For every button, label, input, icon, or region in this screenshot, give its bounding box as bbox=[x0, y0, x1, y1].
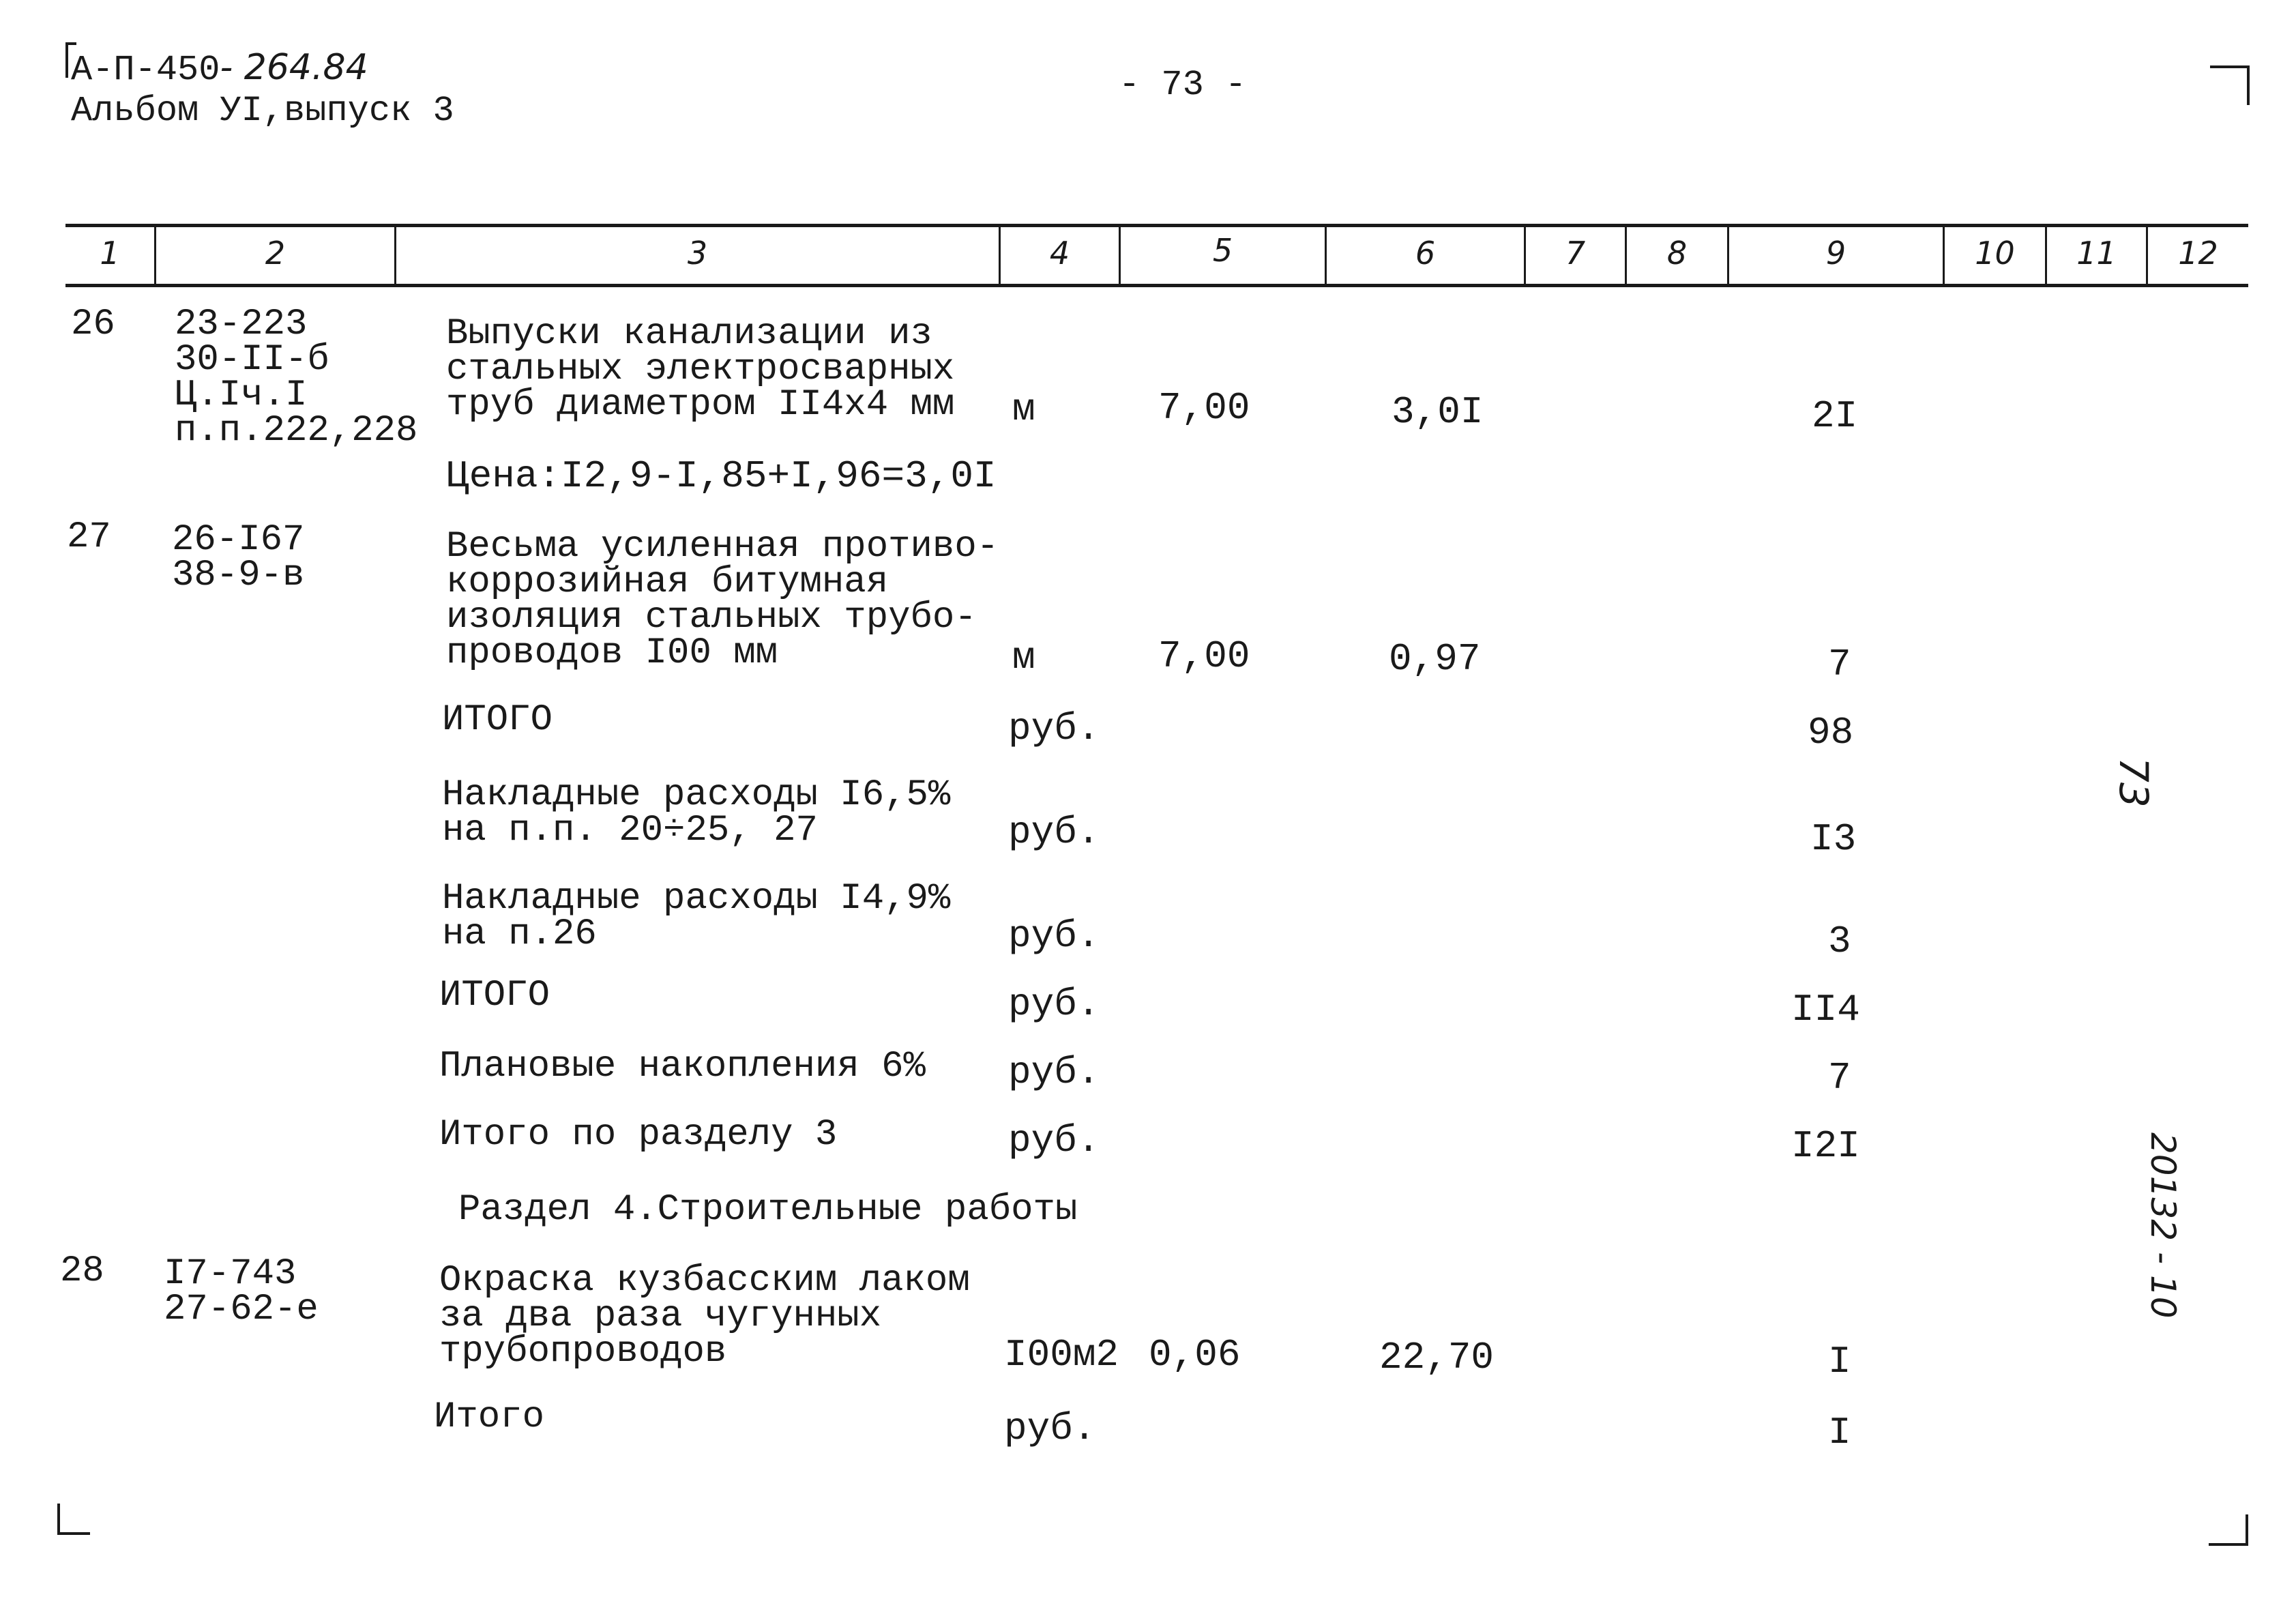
total-cost: I bbox=[1828, 1340, 1851, 1383]
unit: м bbox=[1012, 636, 1035, 679]
column-header: 9 bbox=[1825, 235, 1846, 272]
quantity: 7,00 bbox=[1158, 634, 1250, 678]
row-number: 26 bbox=[71, 304, 115, 345]
unit-price: 0,97 bbox=[1389, 637, 1481, 681]
bottom-right-corner-mark bbox=[2209, 1514, 2248, 1546]
work-description: Весьма усиленная противо- коррозийная битумная изоляция стальных трубо- проводов I00 мм bbox=[446, 526, 999, 674]
album-label: Альбом УI,выпуск 3 bbox=[71, 91, 454, 131]
column-header: 11 bbox=[2076, 235, 2117, 272]
planned-savings-value: 7 bbox=[1828, 1056, 1851, 1100]
total-cost: 2I bbox=[1812, 394, 1858, 438]
row-number: 28 bbox=[60, 1250, 104, 1292]
overhead-label: Накладные расходы I4,9% на п.26 bbox=[442, 878, 951, 955]
section-total-unit: руб. bbox=[1008, 1119, 1100, 1162]
overhead-value: I3 bbox=[1810, 817, 1857, 861]
subtotal-value: II4 bbox=[1791, 988, 1860, 1031]
overhead-unit: руб. bbox=[1008, 810, 1100, 854]
subtotal-unit: руб. bbox=[1004, 1407, 1096, 1450]
overhead-label: Накладные расходы I6,5% на п.п. 20÷25, 27 bbox=[442, 774, 951, 851]
row-number: 27 bbox=[67, 516, 111, 558]
column-header: 1 bbox=[100, 235, 120, 272]
price-note: Цена:I2,9-I,85+I,96=3,0I bbox=[446, 454, 997, 498]
section-total-value: I2I bbox=[1791, 1124, 1860, 1168]
column-header: 2 bbox=[265, 235, 286, 272]
subtotal-value: 98 bbox=[1808, 711, 1854, 754]
bottom-left-corner-mark bbox=[57, 1504, 90, 1535]
quantity: 0,06 bbox=[1149, 1333, 1241, 1377]
column-header: 4 bbox=[1049, 235, 1070, 272]
planned-savings-label: Плановые накопления 6% bbox=[439, 1046, 926, 1087]
work-description: Выпуски канализации из стальных электросварных труб диаметром II4x4 мм bbox=[446, 313, 955, 426]
column-header: 8 bbox=[1666, 235, 1688, 272]
document-code-suffix: - 264.84 bbox=[220, 47, 368, 88]
column-header: 10 bbox=[1975, 235, 2015, 272]
work-description: Окраска кузбасским лаком за два раза чугунных трубопроводов bbox=[439, 1260, 970, 1373]
norm-code: 26-I67 38-9-в bbox=[172, 519, 305, 596]
side-stamp-number: 20132 - 10 bbox=[2143, 1132, 2183, 1319]
subtotal-label: ИТОГО bbox=[442, 699, 553, 741]
overhead-value: 3 bbox=[1828, 920, 1851, 963]
quantity: 7,00 bbox=[1158, 386, 1250, 430]
page-number: - 73 - bbox=[1119, 65, 1247, 105]
subtotal-unit: руб. bbox=[1008, 982, 1100, 1026]
column-header: 12 bbox=[2178, 235, 2218, 272]
side-page-mark: 73 bbox=[2110, 757, 2157, 808]
subtotal-label: Итого bbox=[434, 1396, 545, 1438]
column-header: 3 bbox=[687, 235, 708, 272]
unit: I00м2 bbox=[1004, 1333, 1119, 1377]
column-header: 5 bbox=[1212, 232, 1233, 269]
subtotal-value: I bbox=[1828, 1411, 1851, 1454]
column-header: 7 bbox=[1565, 235, 1586, 272]
section-total-label: Итого по разделу 3 bbox=[439, 1114, 838, 1156]
planned-savings-unit: руб. bbox=[1008, 1051, 1100, 1094]
unit-price: 3,0I bbox=[1392, 390, 1484, 434]
section-heading: Раздел 4.Строительные работы bbox=[458, 1189, 1078, 1231]
subtotal-unit: руб. bbox=[1008, 707, 1100, 750]
top-right-corner-mark bbox=[2210, 65, 2250, 105]
table-top-line bbox=[65, 224, 2248, 227]
overhead-unit: руб. bbox=[1008, 914, 1100, 958]
table-header-bottom-line bbox=[65, 284, 2248, 287]
subtotal-label: ИТОГО bbox=[439, 975, 550, 1016]
total-cost: 7 bbox=[1828, 643, 1851, 686]
unit: м bbox=[1012, 387, 1035, 431]
column-header: 6 bbox=[1415, 235, 1436, 272]
document-code-prefix: А-П-450 bbox=[71, 50, 220, 90]
unit-price: 22,70 bbox=[1379, 1336, 1495, 1379]
norm-code: I7-743 27-62-е bbox=[164, 1253, 319, 1330]
norm-code: 23-223 30-II-б Ц.Iч.I п.п.222,228 bbox=[175, 304, 418, 452]
document-code bbox=[71, 49, 368, 89]
